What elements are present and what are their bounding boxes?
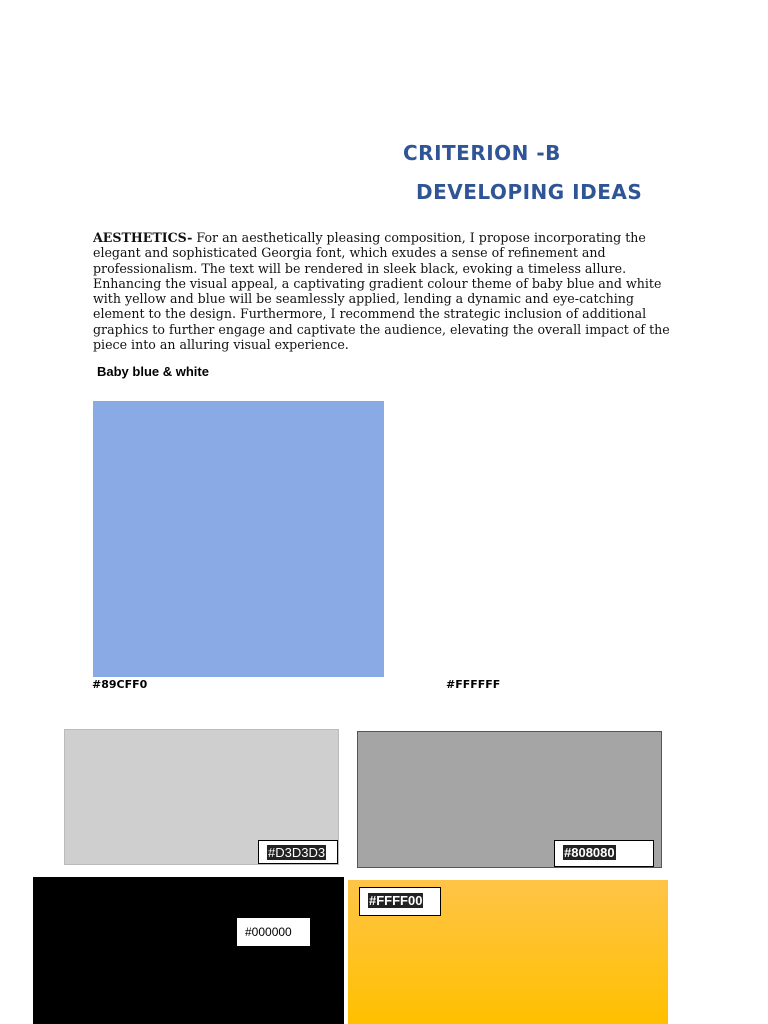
page-title: CRITERION -B [403,141,561,165]
yellow-label: #FFFF00 [369,893,423,908]
baby-blue-label: #89CFF0 [92,678,148,691]
gray-label-box [554,840,654,867]
light-gray-label-box [258,840,338,864]
aesthetics-body: For an aesthetically pleasing composition, I propose incorporating the elegant and sophisticated Georgia font, which exudes a sense of refinement and professionalism. The text will be rendered in sleek black, evoking a timeless allure. Enhancing the visual appeal, a captivating gradient colour theme of baby blue and white with yellow and blue will be seamlessly applied, lending a dynamic and eye-catching element to the design. Furthermore, I recommend the strategic inclusion of additional graphics to further engage and captivate the audience, elevating the overall impact of the piece into an alluring visual experience. [93,230,670,353]
palette-heading: Baby blue & white [97,364,209,379]
page-subtitle: DEVELOPING IDEAS [416,180,643,204]
aesthetics-paragraph [93,230,683,352]
white-label: #FFFFFF [446,678,501,691]
black-label-box [237,918,310,946]
aesthetics-label: AESTHETICS- [93,230,193,245]
yellow-label-box [359,887,441,916]
white-swatch [420,401,670,677]
black-label: #000000 [245,925,292,939]
baby-blue-swatch [93,401,384,677]
black-swatch [33,877,344,1024]
gray-label: #808080 [564,845,615,860]
light-gray-label: #D3D3D3 [268,845,326,860]
